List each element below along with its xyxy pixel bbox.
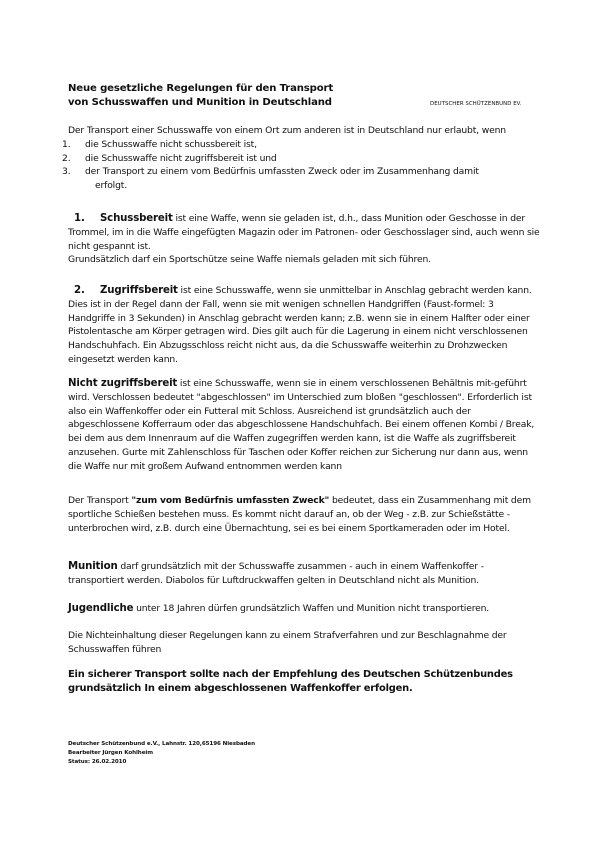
- section-number: 1.: [74, 213, 85, 224]
- section-term: Schussbereit: [100, 213, 173, 224]
- section-number: 2.: [74, 285, 85, 296]
- section-text: ist eine Schusswaffe, wenn sie in einem verschlossenen Behältnis mit-geführt wird. Verschlossen bedeutet "abgeschlossen" im Unterschied zum bloßen "geschlossen". Erforderlich ist also ein Waffenkoffer oder ein Futteral mit Schloss. Ausreichend ist grundsätzlich auch der abgeschlossene Kofferraum oder das abgeschlossene Handschuhfach. Bei einem offenen Kombi / Break, bei dem aus dem Innenraum auf die Waffen zugegriffen werden kann, ist die Waffe als zugriffsbereit anzusehen. Gurte mit Zahlenschloss für Taschen oder Koffer reichen zur Sicherung nur dann aus, wenn die Waffe nur mit großem Aufwand entnommen werden kann: [68, 378, 535, 472]
- title-line-1: Neue gesetzliche Regelungen für den Transport: [68, 83, 334, 94]
- section-jugendliche: [68, 602, 542, 616]
- condition-item: [62, 165, 542, 193]
- footer-address: Deutscher Schützenbund e.V., Lahnstr. 120,65196 Niesbaden: [68, 741, 256, 747]
- section-text: ist eine Schusswaffe, wenn sie unmittelbar in Anschlag gebracht werden kann. Dies ist in der Regel dann der Fall, wenn sie mit wenigen schnellen Handgriffen (Faust-formel: 3 Handgriffe in 3 Sekunden) in Anschlag gebracht werden kann; z.B. wenn sie in einem Halfter oder einer Pistolentasche am Körper getragen wird. Dies gilt auch für die Lagerung in einem nicht verschlossenen Handschuhfach. Ein Abzugsschloss reicht nicht aus, da die Schusswaffe weiterhin zu Drohzwecken eingesetzt werden kann.: [68, 285, 532, 365]
- section-nicht-zugriffsbereit: [68, 377, 542, 474]
- condition-number: 2.: [62, 152, 71, 164]
- section-text: ist eine Waffe, wenn sie geladen ist, d.h., dass Munition oder Geschosse in der Trommel, im in die Waffe eingefügten Magazin oder im Patronen- oder Geschosslager sind, auch wenn sie nicht gespannt ist.: [68, 213, 540, 252]
- section-zugriffsbereit: [68, 284, 542, 367]
- footer-editor: Bearbeiter Jürgen Kohlheim: [68, 750, 153, 757]
- section-text: bedeutet, dass ein Zusammenhang mit dem sportliche Schießen bestehen muss. Es kommt nicht darauf an, ob der Weg - z.B. zur Schießstätte - unterbrochen wird, z.B. durch eine Übernachtung, sei es bei einem Sportkameraden oder im Hotel.: [68, 495, 531, 534]
- section-note: Grundsätzlich darf ein Sportschütze seine Waffe niemals geladen mit sich führen.: [68, 254, 431, 266]
- condition-item: [62, 152, 542, 166]
- footer: [68, 740, 255, 768]
- section-term: Nicht zugriffsbereit: [68, 378, 178, 389]
- section-schussbereit: [68, 212, 542, 267]
- intro-block: [62, 124, 542, 193]
- condition-text: die Schusswaffe nicht schussbereit ist,: [85, 138, 257, 150]
- section-term: "zum vom Bedürfnis umfassten Zweck": [131, 495, 330, 506]
- conditions-list: [62, 138, 542, 193]
- condition-text: der Transport zu einem vom Bedürfnis umfassten Zweck oder im Zusammenhang damit: [85, 166, 479, 178]
- organization-label: DEUTSCHER SCHÜTZENBUND EV.: [430, 101, 522, 107]
- section-text: unter 18 Jahren dürfen grundsätzlich Waffen und Munition nicht transportieren.: [133, 603, 490, 614]
- section-transport-zweck: [68, 494, 542, 535]
- section-text: darf grundsätzlich mit der Schusswaffe zusammen - auch in einem Waffenkoffer - transportiert werden. Diabolos für Luftdruckwaffen gelten in Deutschland nicht als Munition.: [68, 561, 484, 586]
- section-term: Jugendliche: [68, 603, 134, 614]
- condition-item: [62, 138, 542, 152]
- section-munition: [68, 560, 542, 588]
- condition-text: die Schusswaffe nicht zugriffsbereit ist und: [85, 152, 277, 164]
- section-prefix: Der Transport: [68, 495, 132, 506]
- intro-paragraph: Der Transport einer Schusswaffe von einem Ort zum anderen ist in Deutschland nur erlaubt, wenn: [68, 125, 506, 136]
- section-term: Munition: [68, 561, 118, 572]
- condition-text-continued: erfolgt.: [95, 180, 127, 192]
- closing-recommendation: Ein sicherer Transport sollte nach der Empfehlung des Deutschen Schützenbundes grundsätzlich In einem abgeschlossenen Waffenkoffer erfolgen.: [68, 669, 513, 694]
- section-term: Zugriffsbereit: [100, 285, 178, 296]
- title-line-2: von Schusswaffen und Munition in Deutschland: [68, 96, 332, 108]
- document-title: [68, 82, 333, 109]
- footer-status: Status: 26.02.2010: [68, 759, 127, 766]
- section-strafverfahren: Die Nichteinhaltung dieser Regelungen kann zu einem Strafverfahren und zur Beschlagnahme der Schusswaffen führen: [68, 630, 507, 655]
- condition-number: 1.: [62, 138, 71, 150]
- condition-number: 3.: [62, 166, 71, 178]
